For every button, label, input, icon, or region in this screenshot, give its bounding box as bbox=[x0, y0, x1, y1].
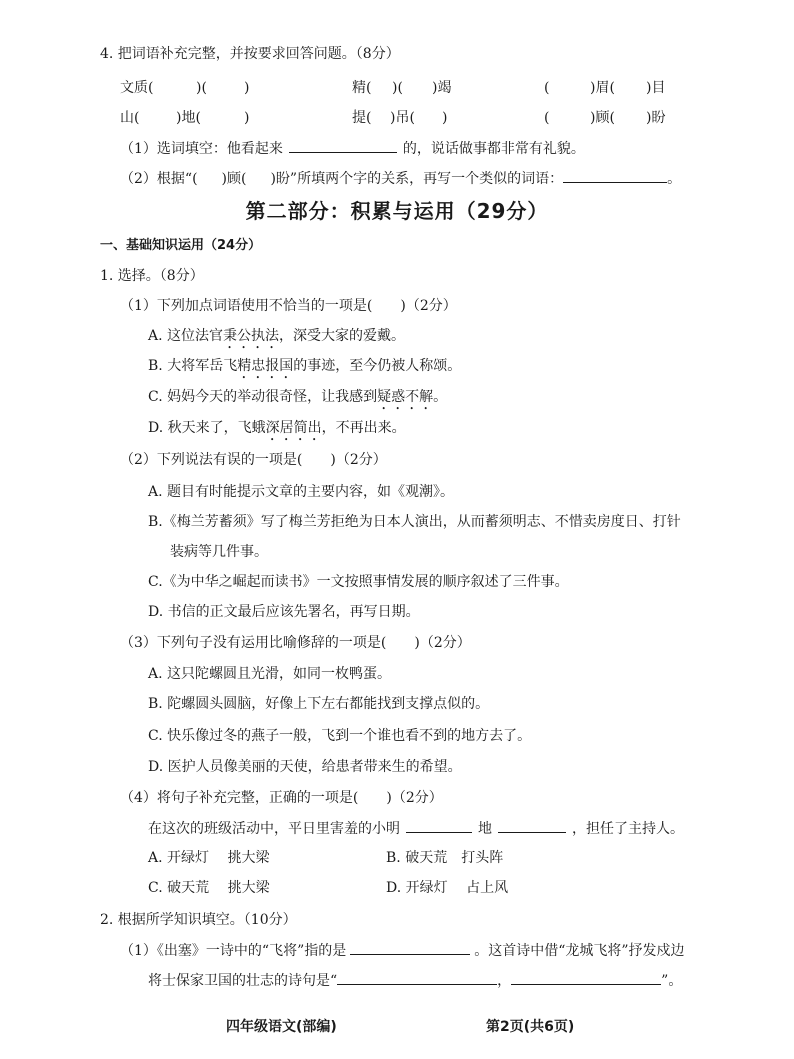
q1-s1-option-a[interactable]: A. 这位法官秉公执法，深受大家的爱戴。 bbox=[148, 328, 406, 344]
exam-page: 4. 把词语补充完整，并按要求回答问题。（8分） 文质( )( ) 精( )( )竭 ( )眉( )目 山( )地( ) 提( )吊( ) ( )顾( )盼 （1）选词填空：他看起来 的，说话做事都非常有礼貌。 （2）根据“( )顾( )盼”所填两个字的关系，再写一个类似的词语： 。 第二部分：积累与运用（29分） 一、基础知识运用（24分） 1. 选择。（8分） （1）下列加点词语使用不恰当的一项是( )（2分） A. 这位法官秉公执法，深受大家的爱戴。 B. 大将军岳飞精忠报国的事迹，至今仍被人称颂。 C. 妈妈今天的举动很奇怪，让我感到疑惑不解。 D. 秋天来了，飞蛾深居简出，不再出来。 （2）下列说法有误的一项是( )（2分） A. 题目有时能提示文章的主要内容，如《观潮》。 B.《梅兰芳蓄须》写了梅兰芳拒绝为日本人演出，从而蓄须明志、不惜卖房度日、打针 装病等几件事。 C.《为中华之崛起而读书》一文按照事情发展的顺序叙述了三件事。 D. 书信的正文最后应该先署名，再写日期。 （3）下列句子没有运用比喻修辞的一项是( )（2分） A. 这只陀螺圆且光滑，如同一枚鸭蛋。 B. 陀螺圆头圆脑，好像上下左右都能找到支撑点似的。 C. 快乐像过冬的燕子一般，飞到一个谁也看不到的地方去了。 D. 医护人员像美丽的天使，给患者带来生的希望。 （4）将句子补充完整，正确的一项是( )（2分） 在这次的班级活动中，平日里害羞的小明 地 ，担任了主持人。 A. 开绿灯 挑大梁 B. 破天荒 打头阵 C. 破天荒 挑大梁 D. 开绿灯 占上风 2. 根据所学知识填空。（10分） （1）《出塞》一诗中的“飞将”指的是 。这首诗中借“龙城飞将”抒发戍边 将士保家卫国的壮志的诗句是“ ， ”。 四年级语文(部编) 第2页(共6页) bbox=[0, 0, 794, 1059]
q1-s4-option-b[interactable]: B. 破天荒 打头阵 bbox=[386, 850, 504, 866]
q1-s2-stem: （2）下列说法有误的一项是( )（2分） bbox=[120, 452, 387, 468]
answer-blank[interactable] bbox=[289, 138, 397, 153]
q1-s3-option-d[interactable]: D. 医护人员像美丽的天使，给患者带来生的希望。 bbox=[148, 759, 462, 775]
q1-s1-stem: （1）下列加点词语使用不恰当的一项是( )（2分） bbox=[120, 298, 457, 314]
answer-blank[interactable] bbox=[337, 970, 497, 985]
q1-s1-option-b[interactable]: B. 大将军岳飞精忠报国的事迹，至今仍被人称颂。 bbox=[148, 358, 462, 374]
q1-s4-option-d[interactable]: D. 开绿灯 占上风 bbox=[386, 880, 509, 896]
q1-s4-option-c[interactable]: C. 破天荒 挑大梁 bbox=[148, 880, 270, 896]
q1-s3-stem: （3）下列句子没有运用比喻修辞的一项是( )（2分） bbox=[120, 635, 471, 651]
q4-sub1: （1）选词填空：他看起来 的，说话做事都非常有礼貌。 bbox=[120, 138, 585, 159]
q1-s1-option-d[interactable]: D. 秋天来了，飞蛾深居简出，不再出来。 bbox=[148, 420, 406, 436]
q1-s3-option-b[interactable]: B. 陀螺圆头圆脑，好像上下左右都能找到支撑点似的。 bbox=[148, 696, 490, 712]
q1-s2-option-d[interactable]: D. 书信的正文最后应该先署名，再写日期。 bbox=[148, 604, 420, 620]
q1-s3-option-a[interactable]: A. 这只陀螺圆且光滑，如同一枚鸭蛋。 bbox=[148, 666, 392, 682]
q2-s1-line2: 将士保家卫国的壮志的诗句是“ ， ”。 bbox=[148, 970, 682, 991]
q1-s2-option-b[interactable]: B.《梅兰芳蓄须》写了梅兰芳拒绝为日本人演出，从而蓄须明志、不惜卖房度日、打针 bbox=[148, 514, 681, 530]
q1-s4-stem: （4）将句子补充完整，正确的一项是( )（2分） bbox=[120, 790, 443, 806]
part-title: 一、基础知识运用（24分） bbox=[100, 238, 262, 253]
q4-title: 4. 把词语补充完整，并按要求回答问题。（8分） bbox=[100, 46, 400, 62]
footer-subject: 四年级语文(部编) bbox=[226, 1019, 337, 1035]
q1-s2-option-a[interactable]: A. 题目有时能提示文章的主要内容，如《观潮》。 bbox=[148, 484, 455, 500]
answer-blank[interactable] bbox=[563, 168, 667, 183]
q1-s2-option-b-cont: 装病等几件事。 bbox=[170, 544, 268, 560]
q1-s4-sentence: 在这次的班级活动中，平日里害羞的小明 地 ，担任了主持人。 bbox=[148, 818, 684, 839]
q1-s4-option-a[interactable]: A. 开绿灯 挑大梁 bbox=[148, 850, 270, 866]
answer-blank[interactable] bbox=[498, 818, 566, 833]
q1-s2-option-c[interactable]: C.《为中华之崛起而读书》一文按照事情发展的顺序叙述了三件事。 bbox=[148, 574, 569, 590]
answer-blank[interactable] bbox=[350, 940, 470, 955]
q2-s1-line1: （1）《出塞》一诗中的“飞将”指的是 。这首诗中借“龙城飞将”抒发戍边 bbox=[120, 940, 685, 961]
q1-s1-option-c[interactable]: C. 妈妈今天的举动很奇怪，让我感到疑惑不解。 bbox=[148, 389, 448, 405]
answer-blank[interactable] bbox=[511, 970, 661, 985]
footer-page-number: 第2页(共6页) bbox=[486, 1019, 575, 1035]
q2-title: 2. 根据所学知识填空。（10分） bbox=[100, 912, 297, 928]
q4-sub2: （2）根据“( )顾( )盼”所填两个字的关系，再写一个类似的词语： 。 bbox=[120, 168, 681, 189]
section-title: 第二部分：积累与运用（29分） bbox=[245, 199, 549, 223]
q1-s3-option-c[interactable]: C. 快乐像过冬的燕子一般，飞到一个谁也看不到的地方去了。 bbox=[148, 728, 532, 744]
answer-blank[interactable] bbox=[406, 818, 472, 833]
q1-title: 1. 选择。（8分） bbox=[100, 268, 204, 284]
